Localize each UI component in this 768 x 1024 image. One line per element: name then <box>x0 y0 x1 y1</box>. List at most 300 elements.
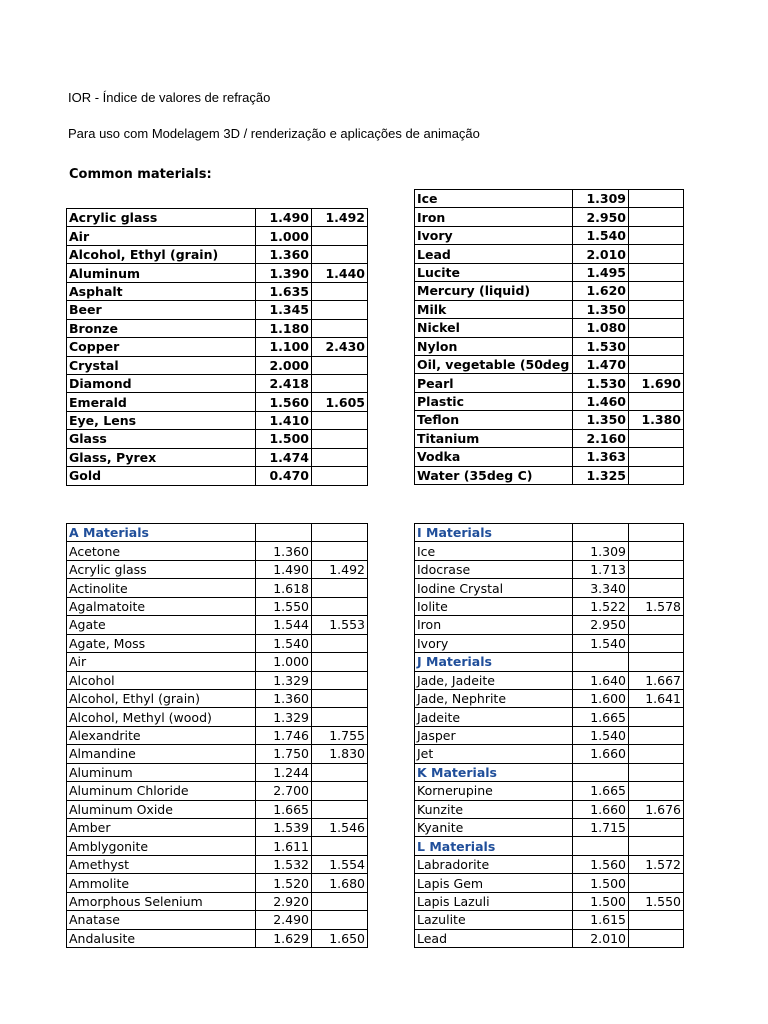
page-title: IOR - Índice de valores de refração <box>68 90 271 105</box>
table-row <box>67 653 368 671</box>
ior-max-value-cell <box>629 337 684 355</box>
ior-value-cell: 1.540 <box>573 226 629 244</box>
ior-max-value-cell: 1.550 <box>629 892 684 910</box>
ior-max-value-cell <box>312 430 368 448</box>
table-row <box>67 579 368 597</box>
material-name-cell: J Materials <box>415 653 573 671</box>
table-row <box>415 708 684 726</box>
material-name-cell: Aluminum Oxide <box>67 800 256 818</box>
material-name-cell: Glass <box>67 430 256 448</box>
ior-value-cell: 1.746 <box>256 726 312 744</box>
ior-value-cell: 2.010 <box>573 245 629 263</box>
material-name-cell: Amblygonite <box>67 837 256 855</box>
material-name-cell: L Materials <box>415 837 573 855</box>
ior-max-value-cell: 1.553 <box>312 616 368 634</box>
material-name-cell: Lapis Lazuli <box>415 892 573 910</box>
material-name-cell: Acrylic glass <box>67 209 256 227</box>
material-name-cell: Bronze <box>67 319 256 337</box>
ior-max-value-cell <box>629 708 684 726</box>
ior-value-cell: 1.750 <box>256 745 312 763</box>
ior-value-cell: 1.660 <box>573 745 629 763</box>
material-name-cell: Almandine <box>67 745 256 763</box>
table-row <box>415 855 684 873</box>
ior-max-value-cell: 1.380 <box>629 411 684 429</box>
ior-max-value-cell <box>312 227 368 245</box>
ior-max-value-cell <box>629 208 684 226</box>
ior-value-cell: 1.180 <box>256 319 312 337</box>
table-row <box>67 448 368 466</box>
table-row <box>415 319 684 337</box>
material-name-cell: Ivory <box>415 634 573 652</box>
table-row <box>67 467 368 485</box>
ior-max-value-cell <box>312 911 368 929</box>
material-name-cell: Plastic <box>415 392 573 410</box>
section-header-row <box>415 653 684 671</box>
ior-max-value-cell <box>629 929 684 947</box>
material-name-cell: Beer <box>67 301 256 319</box>
ior-max-value-cell <box>629 355 684 373</box>
ior-max-value-cell <box>629 579 684 597</box>
ior-value-cell: 1.490 <box>256 560 312 578</box>
table-row <box>415 726 684 744</box>
table-row <box>67 726 368 744</box>
table-row <box>67 819 368 837</box>
table-row <box>415 466 684 484</box>
ior-value-cell: 1.000 <box>256 227 312 245</box>
ior-value-cell: 1.539 <box>256 819 312 837</box>
material-name-cell: Pearl <box>415 374 573 392</box>
material-name-cell: Aluminum <box>67 763 256 781</box>
ior-max-value-cell <box>312 282 368 300</box>
common-materials-table-right <box>414 189 684 485</box>
ior-value-cell <box>573 763 629 781</box>
ior-value-cell: 2.700 <box>256 782 312 800</box>
ior-max-value-cell <box>312 245 368 263</box>
ior-value-cell: 1.640 <box>573 671 629 689</box>
ior-max-value-cell <box>629 429 684 447</box>
table-row <box>415 337 684 355</box>
ior-max-value-cell <box>629 282 684 300</box>
material-name-cell: Iron <box>415 616 573 634</box>
material-name-cell: Water (35deg C) <box>415 466 573 484</box>
material-name-cell: Agate, Moss <box>67 634 256 652</box>
table-row <box>415 597 684 615</box>
ior-max-value-cell: 1.830 <box>312 745 368 763</box>
ior-max-value-cell <box>629 190 684 208</box>
ior-value-cell <box>573 524 629 542</box>
material-name-cell: Alcohol <box>67 671 256 689</box>
material-name-cell: Lapis Gem <box>415 874 573 892</box>
table-row <box>415 263 684 281</box>
ior-value-cell: 1.410 <box>256 411 312 429</box>
ior-value-cell <box>573 653 629 671</box>
ior-max-value-cell: 1.578 <box>629 597 684 615</box>
ior-value-cell: 1.100 <box>256 338 312 356</box>
ior-max-value-cell <box>312 634 368 652</box>
table-row <box>67 800 368 818</box>
ior-value-cell: 1.350 <box>573 411 629 429</box>
ior-value-cell: 1.522 <box>573 597 629 615</box>
ior-value-cell: 1.544 <box>256 616 312 634</box>
ior-max-value-cell <box>629 263 684 281</box>
ior-value-cell: 1.665 <box>256 800 312 818</box>
ior-max-value-cell <box>312 800 368 818</box>
table-row <box>67 782 368 800</box>
ior-max-value-cell <box>312 653 368 671</box>
material-name-cell: Iron <box>415 208 573 226</box>
table-row <box>415 355 684 373</box>
ior-value-cell: 1.345 <box>256 301 312 319</box>
table-row <box>67 837 368 855</box>
table-row <box>67 911 368 929</box>
ior-value-cell: 1.611 <box>256 837 312 855</box>
ior-value-cell: 1.520 <box>256 874 312 892</box>
material-name-cell: Amethyst <box>67 855 256 873</box>
material-name-cell: Titanium <box>415 429 573 447</box>
ior-max-value-cell <box>629 726 684 744</box>
material-name-cell: Ice <box>415 542 573 560</box>
table-row <box>415 411 684 429</box>
table-row <box>67 301 368 319</box>
ior-max-value-cell <box>312 467 368 485</box>
table-row <box>67 209 368 227</box>
ior-value-cell: 2.010 <box>573 929 629 947</box>
table-row <box>415 542 684 560</box>
material-name-cell: Lucite <box>415 263 573 281</box>
ior-value-cell: 2.000 <box>256 356 312 374</box>
table-row <box>67 542 368 560</box>
ior-max-value-cell <box>312 579 368 597</box>
ior-max-value-cell <box>312 837 368 855</box>
table-row <box>67 264 368 282</box>
material-name-cell: I Materials <box>415 524 573 542</box>
ior-max-value-cell <box>629 653 684 671</box>
material-name-cell: Agate <box>67 616 256 634</box>
material-name-cell: Andalusite <box>67 929 256 947</box>
ior-max-value-cell: 1.690 <box>629 374 684 392</box>
table-row <box>67 689 368 707</box>
material-name-cell: Anatase <box>67 911 256 929</box>
ior-max-value-cell <box>312 892 368 910</box>
ior-value-cell: 0.470 <box>256 467 312 485</box>
ior-value-cell: 2.418 <box>256 374 312 392</box>
material-name-cell: Emerald <box>67 393 256 411</box>
table-row <box>67 374 368 392</box>
ior-max-value-cell: 1.667 <box>629 671 684 689</box>
material-name-cell: Agalmatoite <box>67 597 256 615</box>
section-header-row <box>415 524 684 542</box>
table-row <box>415 429 684 447</box>
table-row <box>67 597 368 615</box>
table-row <box>67 874 368 892</box>
ior-value-cell: 1.550 <box>256 597 312 615</box>
material-name-cell: Lazulite <box>415 911 573 929</box>
table-row <box>67 430 368 448</box>
ior-max-value-cell: 1.650 <box>312 929 368 947</box>
table-row <box>415 448 684 466</box>
table-row <box>67 616 368 634</box>
material-name-cell: A Materials <box>67 524 256 542</box>
table-row <box>67 634 368 652</box>
ior-max-value-cell <box>629 245 684 263</box>
ior-max-value-cell: 1.492 <box>312 560 368 578</box>
ior-max-value-cell <box>312 782 368 800</box>
material-name-cell: Kunzite <box>415 800 573 818</box>
ior-max-value-cell: 1.641 <box>629 689 684 707</box>
section-header-row <box>415 763 684 781</box>
table-row <box>415 800 684 818</box>
ior-max-value-cell: 1.680 <box>312 874 368 892</box>
material-name-cell: Amber <box>67 819 256 837</box>
ior-value-cell: 1.540 <box>256 634 312 652</box>
table-row <box>415 929 684 947</box>
material-name-cell: Kyanite <box>415 819 573 837</box>
table-row <box>415 226 684 244</box>
material-name-cell: Nylon <box>415 337 573 355</box>
material-name-cell: Jet <box>415 745 573 763</box>
ior-max-value-cell <box>629 448 684 466</box>
table-row <box>415 819 684 837</box>
ior-value-cell: 1.618 <box>256 579 312 597</box>
ior-max-value-cell: 1.546 <box>312 819 368 837</box>
ior-value-cell: 2.950 <box>573 616 629 634</box>
ior-max-value-cell <box>629 911 684 929</box>
ior-value-cell: 1.715 <box>573 819 629 837</box>
ior-max-value-cell: 1.605 <box>312 393 368 411</box>
ior-value-cell: 1.360 <box>256 245 312 263</box>
table-row <box>67 338 368 356</box>
ior-max-value-cell <box>629 542 684 560</box>
ior-value-cell: 1.244 <box>256 763 312 781</box>
ior-value-cell: 1.474 <box>256 448 312 466</box>
table-row <box>415 634 684 652</box>
material-name-cell: Lead <box>415 245 573 263</box>
table-row <box>67 245 368 263</box>
ior-max-value-cell <box>312 448 368 466</box>
ior-value-cell: 1.615 <box>573 911 629 929</box>
ior-max-value-cell <box>629 319 684 337</box>
ior-value-cell: 1.325 <box>573 466 629 484</box>
material-name-cell: Air <box>67 653 256 671</box>
ior-value-cell: 1.629 <box>256 929 312 947</box>
material-name-cell: Oil, vegetable (50deg <box>415 355 573 373</box>
ior-value-cell: 2.920 <box>256 892 312 910</box>
ior-max-value-cell <box>629 560 684 578</box>
material-name-cell: Jade, Jadeite <box>415 671 573 689</box>
ior-max-value-cell <box>312 597 368 615</box>
ior-max-value-cell <box>629 837 684 855</box>
ior-value-cell: 1.540 <box>573 726 629 744</box>
material-name-cell: Gold <box>67 467 256 485</box>
table-row <box>415 892 684 910</box>
material-name-cell: Mercury (liquid) <box>415 282 573 300</box>
ior-max-value-cell <box>629 745 684 763</box>
material-name-cell: Acrylic glass <box>67 560 256 578</box>
material-name-cell: Air <box>67 227 256 245</box>
ior-max-value-cell <box>629 300 684 318</box>
ior-value-cell: 1.500 <box>573 874 629 892</box>
ior-max-value-cell <box>312 356 368 374</box>
material-name-cell: Alcohol, Methyl (wood) <box>67 708 256 726</box>
table-row <box>415 911 684 929</box>
ior-value-cell: 1.329 <box>256 708 312 726</box>
table-row <box>415 245 684 263</box>
table-row <box>415 374 684 392</box>
material-name-cell: K Materials <box>415 763 573 781</box>
ior-value-cell: 1.560 <box>256 393 312 411</box>
ior-value-cell: 1.363 <box>573 448 629 466</box>
table-row <box>415 782 684 800</box>
ior-max-value-cell <box>629 819 684 837</box>
material-name-cell: Nickel <box>415 319 573 337</box>
table-row <box>67 393 368 411</box>
material-name-cell: Labradorite <box>415 855 573 873</box>
ior-max-value-cell <box>312 671 368 689</box>
table-row <box>415 560 684 578</box>
ior-value-cell: 3.340 <box>573 579 629 597</box>
ior-max-value-cell <box>629 763 684 781</box>
ior-value-cell: 1.540 <box>573 634 629 652</box>
ior-max-value-cell: 1.440 <box>312 264 368 282</box>
material-name-cell: Idocrase <box>415 560 573 578</box>
ior-max-value-cell <box>312 411 368 429</box>
ior-value-cell: 1.000 <box>256 653 312 671</box>
table-row <box>67 319 368 337</box>
section-header-row <box>415 837 684 855</box>
ior-max-value-cell <box>312 542 368 560</box>
table-row <box>67 929 368 947</box>
material-name-cell: Eye, Lens <box>67 411 256 429</box>
ior-value-cell: 2.490 <box>256 911 312 929</box>
ior-max-value-cell <box>629 226 684 244</box>
table-row <box>415 616 684 634</box>
table-row <box>67 708 368 726</box>
ior-value-cell: 1.560 <box>573 855 629 873</box>
ior-max-value-cell <box>629 634 684 652</box>
ior-value-cell <box>256 524 312 542</box>
material-name-cell: Milk <box>415 300 573 318</box>
table-row <box>415 190 684 208</box>
ior-value-cell: 1.713 <box>573 560 629 578</box>
ior-max-value-cell <box>312 319 368 337</box>
ior-max-value-cell: 1.572 <box>629 855 684 873</box>
table-row <box>67 855 368 873</box>
ior-max-value-cell <box>629 466 684 484</box>
material-name-cell: Alcohol, Ethyl (grain) <box>67 245 256 263</box>
table-row <box>415 689 684 707</box>
material-name-cell: Kornerupine <box>415 782 573 800</box>
common-materials-table-left <box>66 208 368 486</box>
common-materials-heading: Common materials: <box>69 167 212 182</box>
ior-value-cell <box>573 837 629 855</box>
material-name-cell: Alexandrite <box>67 726 256 744</box>
material-name-cell: Glass, Pyrex <box>67 448 256 466</box>
ior-max-value-cell: 1.676 <box>629 800 684 818</box>
ior-max-value-cell <box>312 763 368 781</box>
ior-max-value-cell <box>312 689 368 707</box>
material-name-cell: Ivory <box>415 226 573 244</box>
ior-max-value-cell: 2.430 <box>312 338 368 356</box>
material-name-cell: Acetone <box>67 542 256 560</box>
ior-value-cell: 1.309 <box>573 542 629 560</box>
table-row <box>67 227 368 245</box>
material-name-cell: Alcohol, Ethyl (grain) <box>67 689 256 707</box>
material-name-cell: Aluminum <box>67 264 256 282</box>
section-header-row <box>67 524 368 542</box>
material-name-cell: Ammolite <box>67 874 256 892</box>
material-name-cell: Aluminum Chloride <box>67 782 256 800</box>
material-name-cell: Jasper <box>415 726 573 744</box>
ior-value-cell: 1.080 <box>573 319 629 337</box>
table-row <box>67 282 368 300</box>
table-row <box>415 671 684 689</box>
material-name-cell: Jade, Nephrite <box>415 689 573 707</box>
ior-max-value-cell <box>629 874 684 892</box>
material-name-cell: Jadeite <box>415 708 573 726</box>
ior-value-cell: 2.160 <box>573 429 629 447</box>
table-row <box>67 356 368 374</box>
material-name-cell: Ice <box>415 190 573 208</box>
table-row <box>67 892 368 910</box>
table-row <box>67 671 368 689</box>
ior-value-cell: 1.329 <box>256 671 312 689</box>
ior-value-cell: 1.530 <box>573 337 629 355</box>
table-row <box>67 745 368 763</box>
table-row <box>415 579 684 597</box>
ior-value-cell: 1.635 <box>256 282 312 300</box>
a-materials-table <box>66 523 368 948</box>
table-row <box>415 208 684 226</box>
ior-value-cell: 1.660 <box>573 800 629 818</box>
table-row <box>415 392 684 410</box>
material-name-cell: Diamond <box>67 374 256 392</box>
ior-max-value-cell <box>312 708 368 726</box>
ior-value-cell: 1.360 <box>256 542 312 560</box>
table-row <box>67 411 368 429</box>
ior-value-cell: 1.665 <box>573 782 629 800</box>
material-name-cell: Teflon <box>415 411 573 429</box>
material-name-cell: Lead <box>415 929 573 947</box>
ior-max-value-cell <box>312 301 368 319</box>
ior-value-cell: 1.490 <box>256 209 312 227</box>
page-subtitle: Para uso com Modelagem 3D / renderização e aplicações de animação <box>68 126 480 141</box>
ior-value-cell: 1.460 <box>573 392 629 410</box>
ior-value-cell: 2.950 <box>573 208 629 226</box>
ior-max-value-cell: 1.554 <box>312 855 368 873</box>
ior-value-cell: 1.495 <box>573 263 629 281</box>
ior-max-value-cell <box>629 616 684 634</box>
i-to-l-materials-table <box>414 523 684 948</box>
ior-value-cell: 1.470 <box>573 355 629 373</box>
ior-max-value-cell: 1.755 <box>312 726 368 744</box>
table-row <box>415 874 684 892</box>
ior-value-cell: 1.309 <box>573 190 629 208</box>
ior-max-value-cell <box>312 374 368 392</box>
ior-value-cell: 1.620 <box>573 282 629 300</box>
table-row <box>415 300 684 318</box>
ior-value-cell: 1.390 <box>256 264 312 282</box>
material-name-cell: Crystal <box>67 356 256 374</box>
table-row <box>67 560 368 578</box>
ior-value-cell: 1.500 <box>573 892 629 910</box>
ior-value-cell: 1.665 <box>573 708 629 726</box>
ior-value-cell: 1.600 <box>573 689 629 707</box>
material-name-cell: Amorphous Selenium <box>67 892 256 910</box>
material-name-cell: Asphalt <box>67 282 256 300</box>
table-row <box>67 763 368 781</box>
material-name-cell: Copper <box>67 338 256 356</box>
ior-max-value-cell <box>629 392 684 410</box>
